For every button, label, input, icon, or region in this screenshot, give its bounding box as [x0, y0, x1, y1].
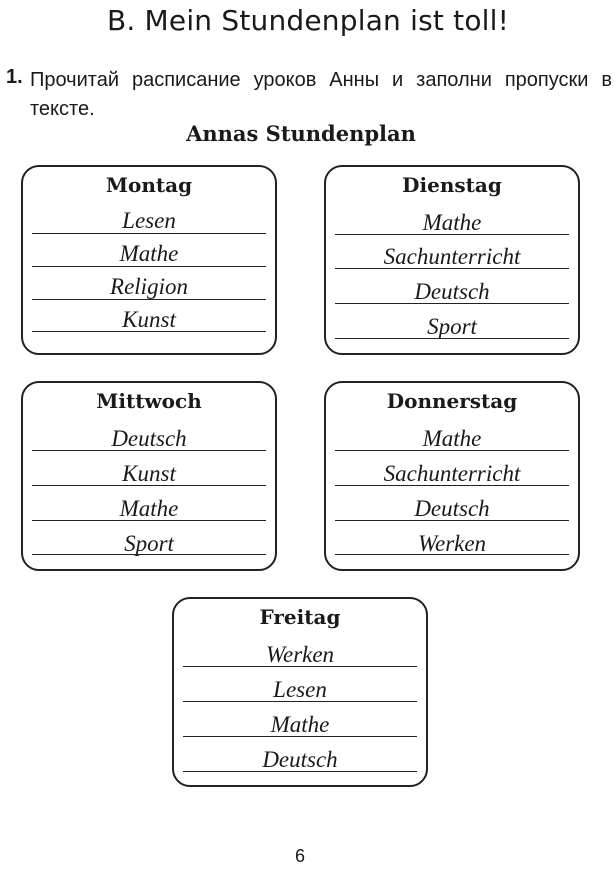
day-card-mittwoch [21, 381, 277, 571]
day-card-montag [21, 165, 277, 355]
answer-line [335, 520, 569, 521]
answer-line [335, 485, 569, 486]
subject-entry: Religion [110, 274, 188, 299]
day-card-donnerstag [324, 381, 580, 571]
subject-entry: Deutsch [262, 747, 338, 772]
answer-line [335, 303, 569, 304]
subject-entry: Mathe [119, 496, 179, 521]
subject-entry: Mathe [422, 426, 482, 451]
answer-line [32, 485, 266, 486]
subject-entry: Kunst [122, 307, 176, 332]
subject-entry: Sport [124, 531, 174, 556]
subject-entry: Mathe [270, 712, 330, 737]
task-instruction: Прочитай расписание уроков Анны и заполни пропуски в тексте. [30, 69, 612, 120]
subject-entry: Werken [265, 642, 335, 667]
subject-entry: Deutsch [414, 279, 490, 304]
answer-line [183, 736, 417, 737]
answer-line [335, 338, 569, 339]
subject-entry: Lesen [273, 677, 327, 702]
day-card-freitag [172, 597, 428, 787]
answer-line [32, 520, 266, 521]
answer-line [335, 234, 569, 235]
subject-entry: Kunst [122, 461, 176, 486]
answer-line [335, 268, 569, 269]
subject-entry: Sport [427, 314, 477, 339]
subject-entry: Werken [417, 531, 487, 556]
day-name: Mittwoch [96, 389, 202, 413]
answer-line [32, 266, 266, 267]
answer-line [32, 554, 266, 555]
day-name: Donnerstag [386, 389, 518, 413]
answer-line [335, 450, 569, 451]
day-card-dienstag [324, 165, 580, 355]
page-number: 6 [294, 846, 305, 866]
answer-line [32, 233, 266, 234]
subject-entry: Mathe [422, 210, 482, 235]
answer-line [183, 701, 417, 702]
answer-line [32, 299, 266, 300]
answer-line [32, 450, 266, 451]
task-number: 1. [6, 66, 23, 88]
day-name: Freitag [259, 605, 341, 629]
answer-line [183, 771, 417, 772]
schedule-title: Annas Stundenplan [186, 121, 416, 146]
subject-entry: Sachunterricht [383, 244, 521, 269]
answer-line [183, 666, 417, 667]
day-name: Dienstag [402, 173, 502, 197]
subject-entry: Lesen [122, 208, 176, 233]
subject-entry: Mathe [119, 241, 179, 266]
day-name: Montag [105, 173, 193, 197]
answer-line [32, 331, 266, 332]
subject-entry: Deutsch [414, 496, 490, 521]
section-title: B. Mein Stundenplan ist toll! [106, 4, 510, 37]
subject-entry: Sachunterricht [383, 461, 521, 486]
subject-entry: Deutsch [111, 426, 187, 451]
answer-line [335, 554, 569, 555]
